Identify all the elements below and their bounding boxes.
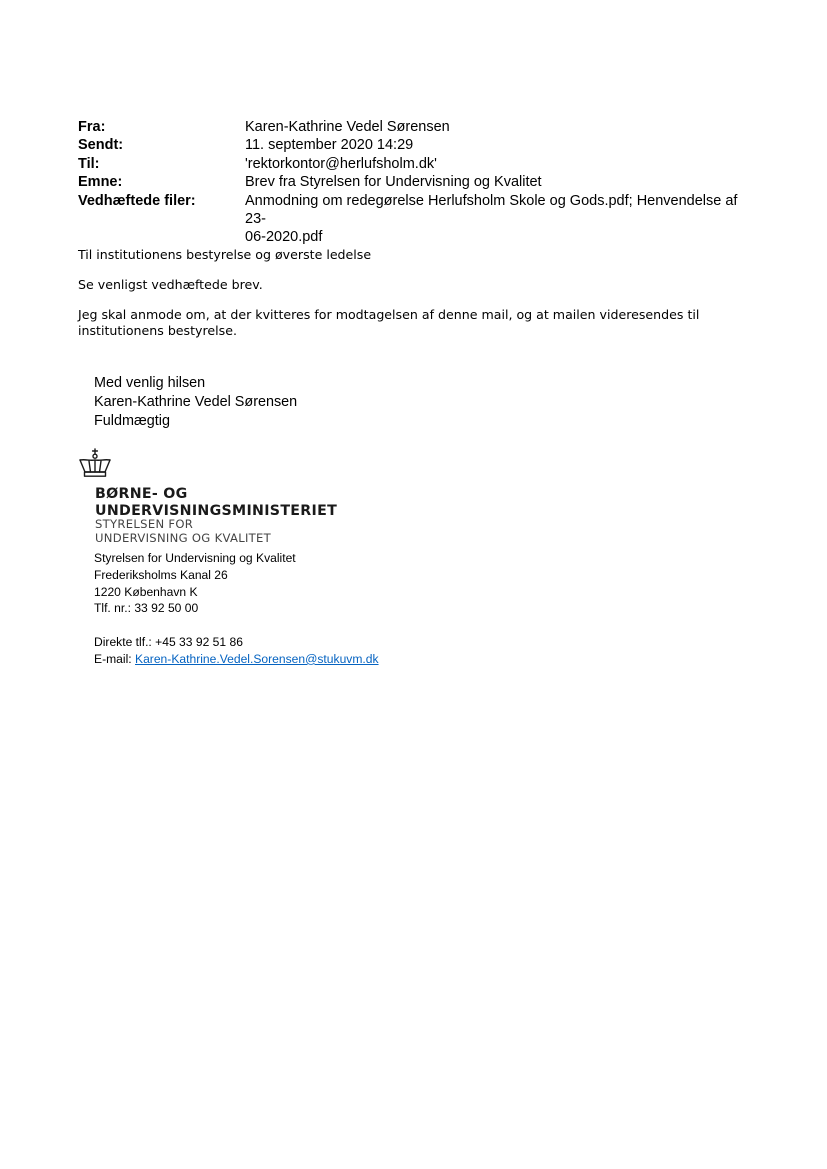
- contact-block: [94, 550, 379, 668]
- to-value: 'rektorkontor@herlufsholm.dk': [245, 155, 437, 172]
- subject-label: Emne:: [78, 174, 123, 191]
- subject-row: [78, 173, 758, 191]
- signature-name: Karen-Kathrine Vedel Sørensen: [94, 394, 298, 410]
- contact-org: Styrelsen for Undervisning og Kvalitet: [94, 551, 296, 565]
- from-value: Karen-Kathrine Vedel Sørensen: [245, 119, 450, 135]
- email-header: [78, 118, 758, 247]
- contact-direct-phone: Direkte tlf.: +45 33 92 51 86: [94, 634, 243, 649]
- contact-email-row: [94, 651, 379, 668]
- contact-email-link[interactable]: Karen-Kathrine.Vedel.Sorensen@stukuvm.dk: [135, 651, 379, 666]
- attachments-row: [78, 192, 758, 247]
- body-paragraph-2: Se venligst vedhæftede brev.: [78, 277, 263, 293]
- contact-email-label: E-mail:: [94, 651, 132, 666]
- to-label: Til:: [78, 155, 100, 172]
- contact-spacer: [94, 617, 379, 634]
- ministry-logo-text: [95, 486, 337, 519]
- from-label: Fra:: [78, 119, 106, 135]
- body-paragraph-3-line-2: institutionens bestyrelse.: [78, 322, 237, 338]
- to-row: [78, 155, 758, 173]
- attachments-label: Vedhæftede filer:: [78, 192, 196, 209]
- sent-label: Sendt:: [78, 137, 124, 154]
- contact-street: Frederiksholms Kanal 26: [94, 567, 228, 582]
- contact-phone: Tlf. nr.: 33 92 50 00: [94, 601, 199, 616]
- agency-line-2: UNDERVISNING OG KVALITET: [95, 530, 272, 545]
- ministry-line-2: UNDERVISNINGSMINISTERIET: [95, 502, 338, 519]
- signature-title: Fuldmægtig: [94, 413, 170, 429]
- body-paragraph-3: [78, 307, 738, 338]
- body-paragraph-1: Til institutionens bestyrelse og øverste ledelse: [78, 247, 372, 262]
- sent-row: [78, 136, 758, 154]
- sent-value: 11. september 2020 14:29: [245, 137, 414, 154]
- crown-icon: [78, 448, 112, 478]
- from-row: [78, 118, 758, 136]
- attachments-line-2: 06-2020.pdf: [245, 229, 323, 246]
- contact-city: 1220 København K: [94, 584, 198, 599]
- agency-line-1: STYRELSEN FOR: [95, 517, 194, 531]
- signature-block: [94, 374, 297, 431]
- attachments-line-1: Anmodning om redegørelse Herlufsholm Skole og Gods.pdf; Henvendelse af 23-: [245, 192, 738, 228]
- agency-logo-text: [95, 518, 271, 545]
- email-body: [78, 247, 738, 353]
- subject-value: Brev fra Styrelsen for Undervisning og Kvalitet: [245, 174, 542, 191]
- ministry-line-1: BØRNE- OG: [95, 486, 188, 502]
- body-paragraph-3-line-1: Jeg skal anmode om, at der kvitteres for modtagelsen af denne mail, og at mailen videresendes til: [78, 307, 700, 323]
- attachments-value: [245, 192, 758, 247]
- signature-greeting: Med venlig hilsen: [94, 375, 206, 391]
